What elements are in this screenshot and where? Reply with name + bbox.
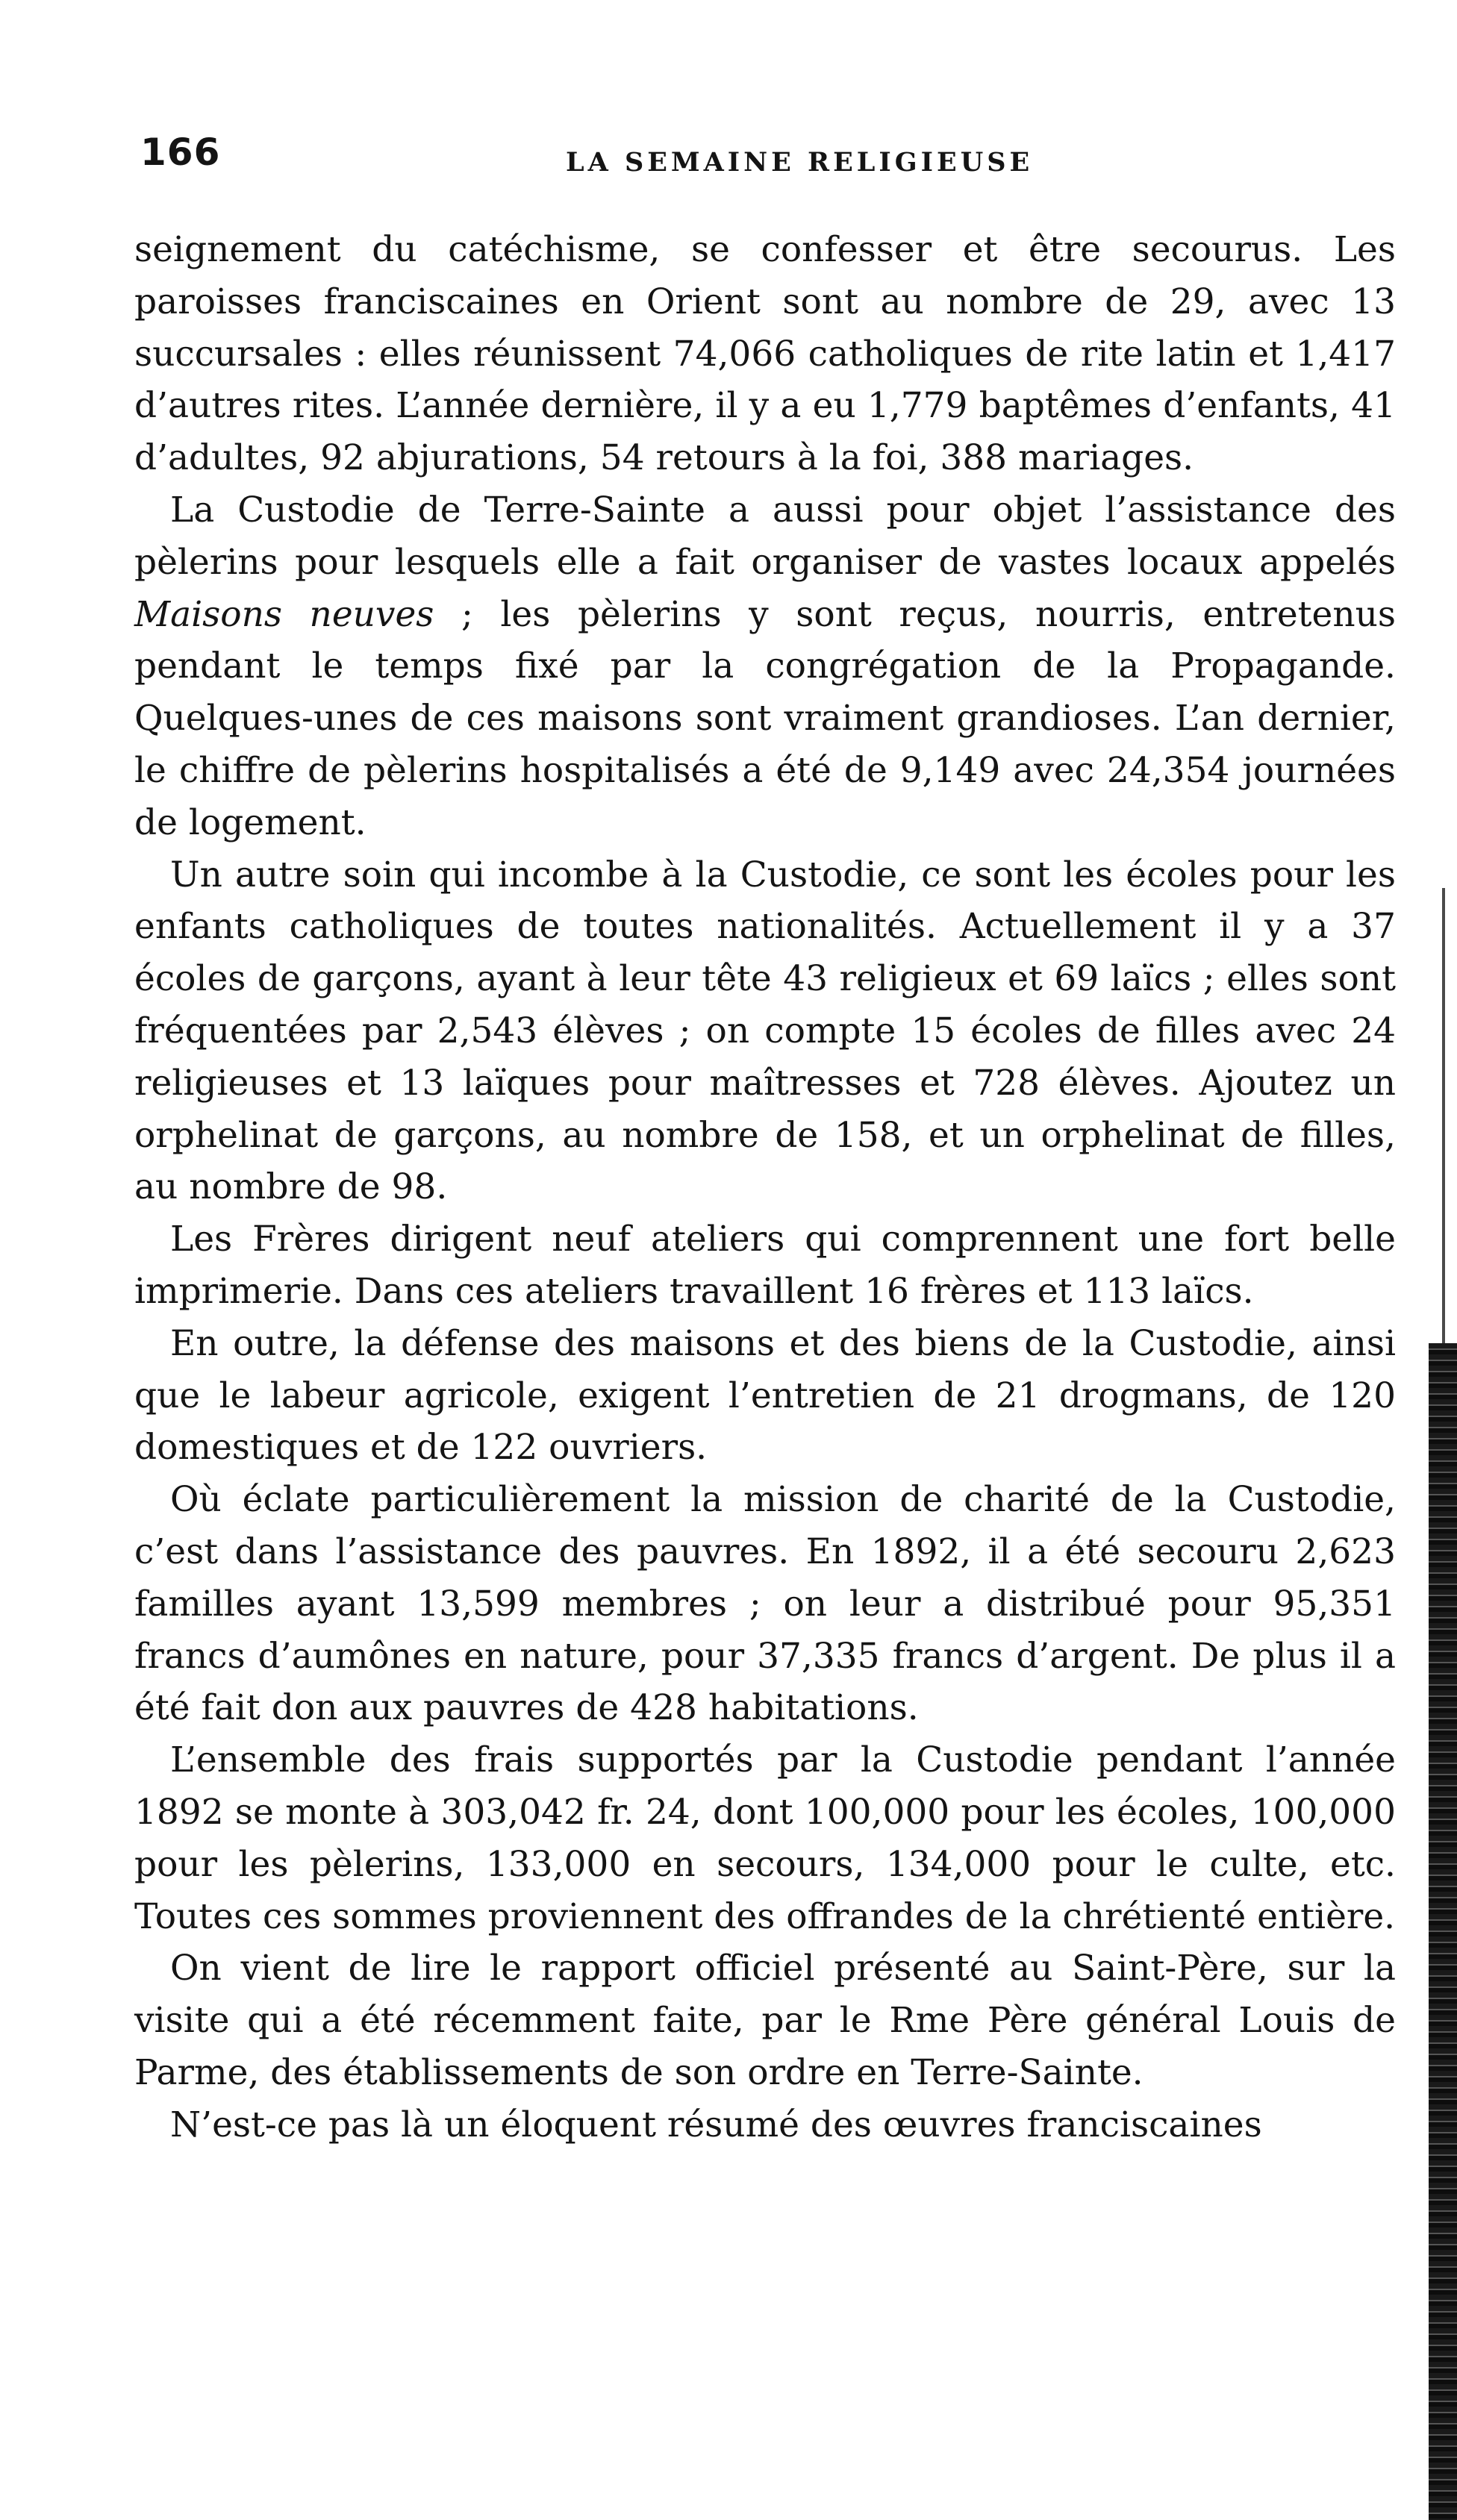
- paragraph-closing: N’est-ce pas là un éloquent résumé des œuvres franciscaines: [170, 2104, 1262, 2145]
- body-text: [134, 224, 1396, 2151]
- paragraph-report: On vient de lire le rapport officiel présenté au Saint-Père, sur la visite qui a été récemment faite, par le Rme Père général Louis de Parme, des établissements de son ordre en Terre-Sainte.: [134, 1948, 1396, 2093]
- page-header: [134, 131, 1403, 190]
- page-number: 166: [140, 131, 221, 174]
- scan-edge-shadow: [1429, 1343, 1457, 2520]
- running-title: LA SEMAINE RELIGIEUSE: [566, 147, 1034, 178]
- paragraph-pilgrims: La Custodie de Terre-Sainte a aussi pour objet l’assistance des pèlerins pour lesquels elle a fait organiser de vastes locaux appelés Maisons neuves ; les pèlerins y sont reçus, nourris, entretenus pendant le temps fixé par la congrégation de la Propagande. Quelques-unes de ces maisons sont vraiment grandioses. L’an dernier, le chiffre de pèlerins hospitalisés a été de 9,149 avec 24,354 journées de logement.: [134, 489, 1396, 843]
- paragraph-workshops: Les Frères dirigent neuf ateliers qui comprennent une fort belle imprimerie. Dans ces ateliers travaillent 16 frères et 113 laïcs.: [134, 1219, 1396, 1312]
- paragraph-charity: Où éclate particulièrement la mission de charité de la Custodie, c’est dans l’assistance des pauvres. En 1892, il a été secouru 2,623 familles ayant 13,599 membres ; on leur a distribué pour 95,351 francs d’aumônes en nature, pour 37,335 francs d’argent. De plus il a été fait don aux pauvres de 428 habitations.: [134, 1479, 1396, 1729]
- italic-phrase: Maisons neuves: [134, 593, 434, 635]
- paragraph-schools: Un autre soin qui incombe à la Custodie, ce sont les écoles pour les enfants catholiques de toutes nationalités. Actuellement il y a 37 écoles de garçons, ayant à leur tête 43 religieux et 69 laïcs ; elles sont fréquentées par 2,543 élèves ; on compte 15 écoles de filles avec 24 religieuses et 13 laïques pour maîtresses et 728 élèves. Ajoutez un orphelinat de garçons, au nombre de 158, et un orphelinat de filles, au nombre de 98.: [134, 854, 1396, 1208]
- paragraph-expenses: L’ensemble des frais supportés par la Custodie pendant l’année 1892 se monte à 303,042 fr. 24, dont 100,000 pour les écoles, 100,000 pour les pèlerins, 133,000 en secours, 134,000 pour le culte, etc. Toutes ces sommes proviennent des offrandes de la chrétienté entière.: [134, 1739, 1396, 1937]
- paragraph-staff: En outre, la défense des maisons et des biens de la Custodie, ainsi que le labeur agricole, exigent l’entretien de 21 drogmans, de 120 domestiques et de 122 ouvriers.: [134, 1322, 1396, 1469]
- paragraph-continuation: seignement du catéchisme, se confesser et être secourus. Les paroisses franciscaines en Orient sont au nombre de 29, avec 13 succursales : elles réunissent 74,066 catholiques de rite latin et 1,417 d’autres rites. L’année dernière, il y a eu 1,779 baptêmes d’enfants, 41 d’adultes, 92 abjurations, 54 retours à la foi, 388 mariages.: [134, 229, 1396, 479]
- scan-edge-line: [1442, 888, 1445, 1351]
